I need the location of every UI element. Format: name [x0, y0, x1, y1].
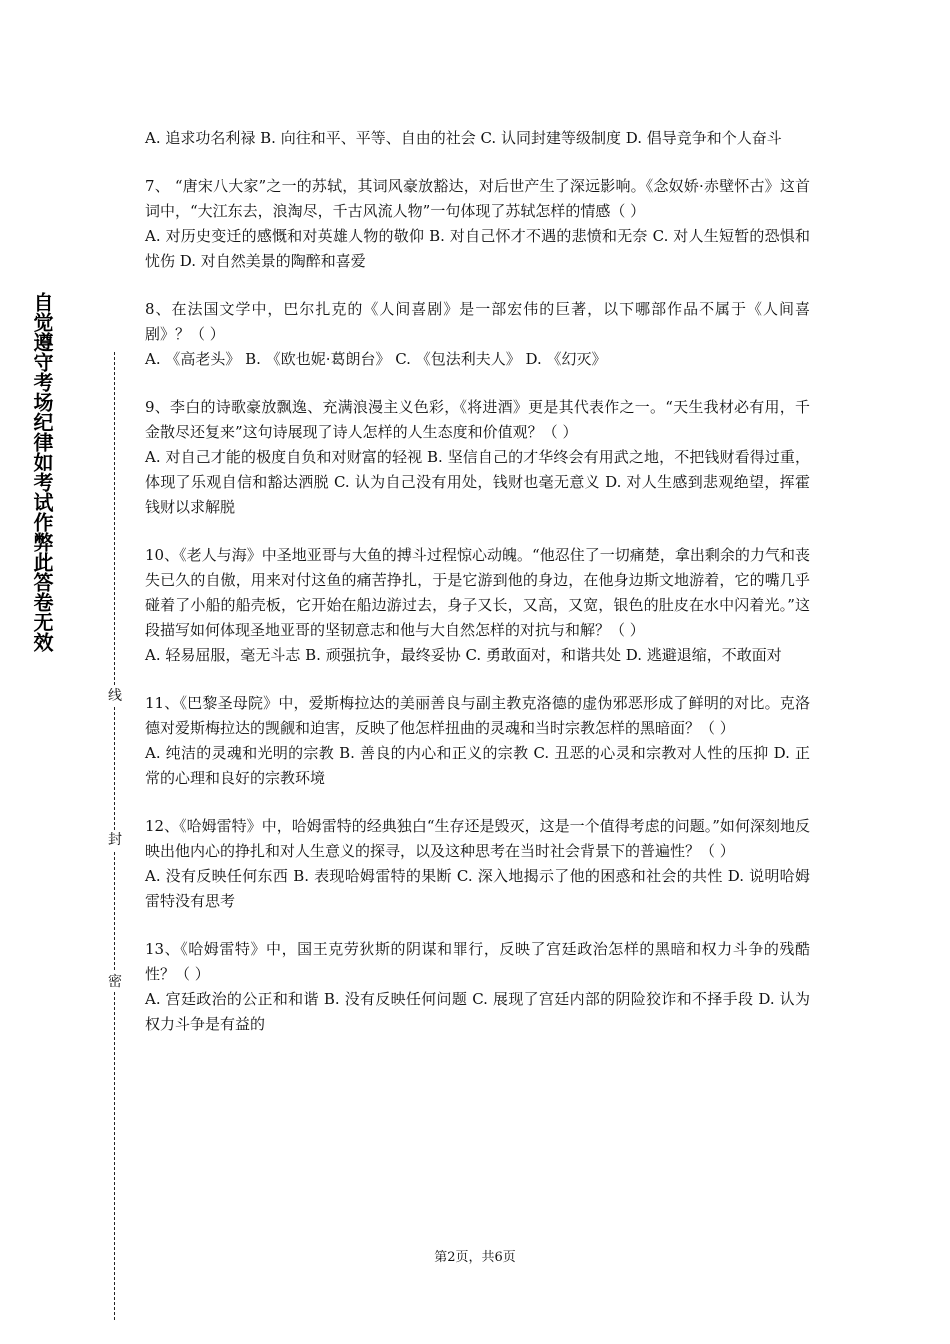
question-options: A. 对自己才能的极度自负和对财富的轻视 B. 坚信自己的才华终会有用武之地，不把钱财看得过重，体现了乐观自信和豁达洒脱 C. 认为自己没有用处，钱财也毫无意义 D. 对人生感到悲观绝望，挥霍钱财以求解脱 — [145, 448, 810, 516]
question-options: A. 宫廷政治的公正和和谐 B. 没有反映任何问题 C. 展现了宫廷内部的阴险狡诈和不择手段 D. 认为权力斗争是有益的 — [145, 990, 810, 1033]
question-options: A. 没有反映任何东西 B. 表现哈姆雷特的果断 C. 深入地揭示了他的困惑和社会的共性 D. 说明哈姆雷特没有思考 — [145, 867, 810, 910]
question-9 — [145, 395, 810, 520]
binding-mark-seal: 封 — [108, 832, 122, 848]
question-7 — [145, 174, 810, 274]
question-options: A. 对历史变迁的感慨和对英雄人物的敬仰 B. 对自己怀才不遇的悲愤和无奈 C. 对人生短暂的恐惧和忧伤 D. 对自然美景的陶醉和喜爱 — [145, 227, 810, 270]
question-options: A. 纯洁的灵魂和光明的宗教 B. 善良的内心和正义的宗教 C. 丑恶的心灵和宗教对人性的压抑 D. 正常的心理和良好的宗教环境 — [145, 744, 810, 787]
question-list — [145, 126, 810, 1060]
question-stem: 8、在法国文学中，巴尔扎克的《人间喜剧》是一部宏伟的巨著，以下哪部作品不属于《人间喜剧》？（ ） — [145, 300, 810, 343]
question-stem: 12、《哈姆雷特》中，哈姆雷特的经典独白“生存还是毁灭，这是一个值得考虑的问题。”如何深刻地反映出他内心的挣扎和对人生意义的探寻，以及这种思考在当时社会背景下的普遍性？（ ） — [145, 817, 810, 860]
question-8 — [145, 297, 810, 372]
binding-mark-line: 线 — [108, 688, 122, 704]
page-number: 第2页，共6页 — [434, 1250, 516, 1265]
question-6-continued — [145, 126, 810, 151]
binding-mark-secret: 密 — [108, 974, 122, 990]
question-options: A. 追求功名利禄 B. 向往和平、平等、自由的社会 C. 认同封建等级制度 D. 倡导竞争和个人奋斗 — [145, 129, 782, 147]
question-12 — [145, 814, 810, 914]
exam-discipline-warning: 自觉遵守考场纪律如考试作弊此答卷无效 — [30, 292, 54, 652]
question-options: A. 《高老头》 B. 《欧也妮·葛朗台》 C. 《包法利夫人》 D. 《幻灭》 — [145, 350, 607, 368]
question-options: A. 轻易屈服，毫无斗志 B. 顽强抗争，最终妥协 C. 勇敢面对，和谐共处 D. 逃避退缩，不敢面对 — [145, 646, 782, 664]
question-10 — [145, 543, 810, 668]
question-13 — [145, 937, 810, 1037]
question-stem: 9、李白的诗歌豪放飘逸、充满浪漫主义色彩，《将进酒》更是其代表作之一。“天生我材必有用，千金散尽还复来”这句诗展现了诗人怎样的人生态度和价值观？（ ） — [145, 398, 810, 441]
question-stem: 11、《巴黎圣母院》中，爱斯梅拉达的美丽善良与副主教克洛德的虚伪邪恶形成了鲜明的对比。克洛德对爱斯梅拉达的觊觎和迫害，反映了他怎样扭曲的灵魂和当时宗教怎样的黑暗面？（ ） — [145, 694, 810, 737]
question-11 — [145, 691, 810, 791]
question-stem: 10、《老人与海》中圣地亚哥与大鱼的搏斗过程惊心动魄。“他忍住了一切痛楚，拿出剩余的力气和丧失已久的自傲，用来对付这鱼的痛苦挣扎，于是它游到他的身边，在他身边斯文地游着，它的嘴几乎碰着了小船的船壳板，它开始在船边游过去，身子又长，又高，又宽，银色的肚皮在水中闪着光。”这段描写如何体现圣地亚哥的坚韧意志和他与大自然怎样的对抗与和解？（ ） — [145, 546, 810, 639]
question-stem: 7、 “唐宋八大家”之一的苏轼，其词风豪放豁达，对后世产生了深远影响。《念奴娇·赤壁怀古》这首词中，“大江东去，浪淘尽，千古风流人物”一句体现了苏轼怎样的情感（ ） — [145, 177, 810, 220]
question-stem: 13、《哈姆雷特》中，国王克劳狄斯的阴谋和罪行，反映了宫廷政治怎样的黑暗和权力斗争的残酷性？（ ） — [145, 940, 810, 983]
